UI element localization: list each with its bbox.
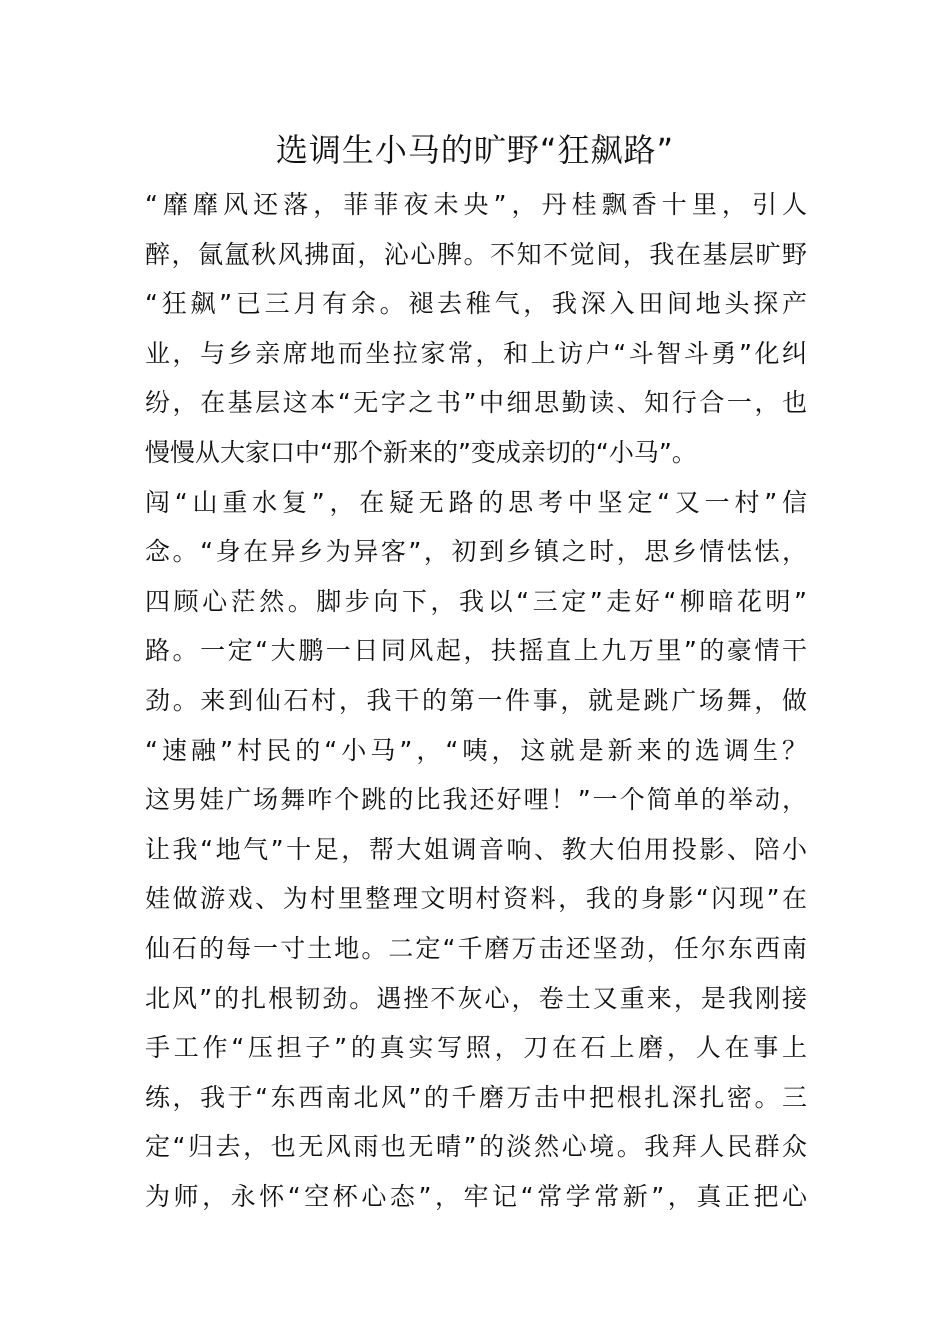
body-line: 路。一定“大鹏一日同风起，扶摇直上九万里”的豪情干 bbox=[145, 636, 807, 666]
body-line: 让我“地气”十足，帮大姐调音响、教大伯用投影、陪小 bbox=[145, 834, 807, 864]
body-line: 纷，在基层这本“无字之书”中细思勤读、知行合一，也 bbox=[145, 388, 807, 418]
body-line: 劲。来到仙石村，我干的第一件事，就是跳广场舞，做 bbox=[145, 685, 807, 715]
body-line: 闯“山重水复”，在疑无路的思考中坚定“又一村”信 bbox=[145, 487, 807, 517]
body-line: 北风”的扎根韧劲。遇挫不灰心，卷土又重来，是我刚接 bbox=[145, 983, 807, 1013]
body-line: 业，与乡亲席地而坐拉家常，和上访户“斗智斗勇”化纠 bbox=[145, 338, 807, 368]
body-line: 醉，氤氲秋风拂面，沁心脾。不知不觉间，我在基层旷野 bbox=[145, 239, 807, 269]
body-line: 练，我于“东西南北风”的千磨万击中把根扎深扎密。三 bbox=[145, 1082, 807, 1112]
body-line: 仙石的每一寸土地。二定“千磨万击还坚劲，任尔东西南 bbox=[145, 933, 807, 963]
document-body bbox=[145, 180, 807, 1221]
body-line: 四顾心茫然。脚步向下，我以“三定”走好“柳暗花明” bbox=[145, 586, 807, 616]
body-line: 为师，永怀“空杯心态”，牢记“常学常新”，真正把心 bbox=[145, 1181, 807, 1211]
body-line: 慢慢从大家口中“那个新来的”变成亲切的“小马”。 bbox=[145, 437, 697, 467]
body-line: 定“归去，也无风雨也无晴”的淡然心境。我拜人民群众 bbox=[145, 1132, 807, 1162]
body-line: 娃做游戏、为村里整理文明村资料，我的身影“闪现”在 bbox=[145, 884, 807, 914]
document-title: 选调生小马的旷野“狂飙路” bbox=[275, 131, 675, 169]
body-line: “狂飙”已三月有余。褪去稚气，我深入田间地头探产 bbox=[145, 289, 807, 319]
body-line: “靡靡风还落，菲菲夜未央”，丹桂飘香十里，引人 bbox=[145, 190, 807, 219]
body-line: 手工作“压担子”的真实写照，刀在石上磨，人在事上 bbox=[145, 1033, 807, 1063]
body-line: 这男娃广场舞咋个跳的比我还好哩！”一个简单的举动， bbox=[145, 785, 807, 815]
body-line: 念。“身在异乡为异客”，初到乡镇之时，思乡情怯怯， bbox=[145, 537, 807, 567]
body-line: “速融”村民的“小马”，“咦，这就是新来的选调生？ bbox=[145, 735, 807, 765]
